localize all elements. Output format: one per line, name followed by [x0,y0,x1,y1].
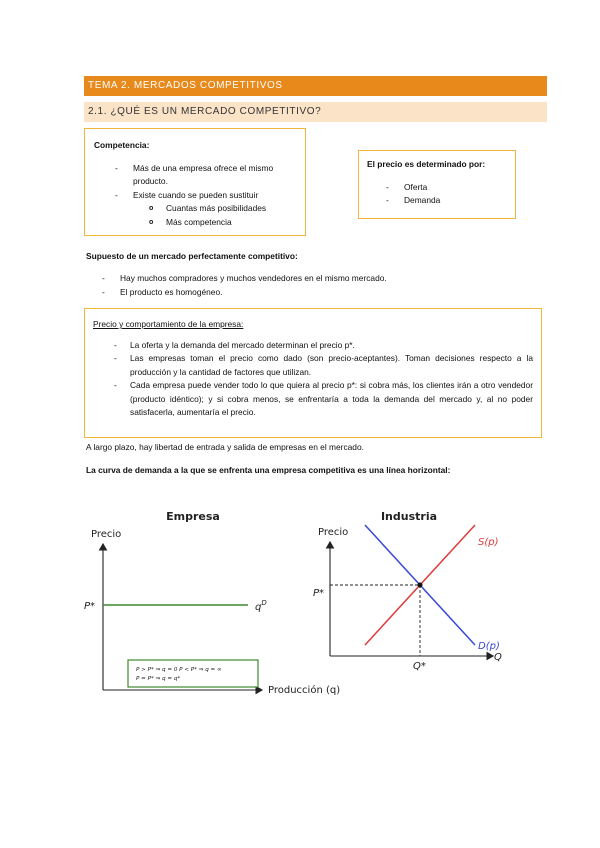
topic-header: TEMA 2. MERCADOS COMPETITIVOS [84,76,547,96]
industria-quantity-label: Q* [413,661,426,672]
list-item: - La oferta y la demanda del mercado determinan el precio p*. [114,339,533,353]
demand-label: D(p) [478,641,500,652]
list-item: o Más competencia [149,216,297,230]
list-item: - Las empresas toman el precio como dado (son precio-aceptantes). Toman decisiones respecto a la producción y la cantidad de factores que utilizan. [114,352,533,379]
industria-xlabel: Q [494,652,502,663]
empresa-title: Empresa [166,510,220,523]
precio-box [358,150,516,219]
empresa-annotation-box [128,660,258,687]
list-item: - Cada empresa puede vender todo lo que quiera al precio p*: si cobra más, los clientes irán a otro vendedor (producto idéntico); y si cobra menos, se enfrentaría a toda la demanda del mercado y, al no poder satisfacerla, aumentaría el precio. [114,379,533,420]
industria-ylabel: Precio [318,527,349,538]
industria-title: Industria [380,510,438,523]
competencia-title: Competencia: [94,140,150,150]
comportamiento-box [84,308,542,438]
list-item: - Más de una empresa ofrece el mismo producto. [115,162,297,189]
list-item: o Cuantas más posibilidades [149,202,297,216]
empresa-ylabel: Precio [91,529,122,540]
largo-plazo-text: A largo plazo, hay libertad de entrada y salida de empresas en el mercado. [86,442,364,452]
supuesto-title: Supuesto de un mercado perfectamente competitivo: [86,251,298,261]
industria-price-label: P* [313,588,325,599]
list-item: - Existe cuando se pueden sustituir [115,189,297,203]
supply-label: S(p) [478,537,499,548]
empresa-curve-label: $q^D$ [255,599,267,613]
curva-title: La curva de demanda a la que se enfrenta una empresa competitiva es una línea horizontal: [86,465,451,475]
demand-charts [0,500,600,720]
empresa-price-label: P* [84,601,96,612]
comportamiento-title: Precio y comportamiento de la empresa: [93,319,244,329]
section-header: 2.1. ¿QUÉ ES UN MERCADO COMPETITIVO? [84,102,547,122]
list-item: - Oferta [386,181,507,195]
empresa-annotation-2: P = P* ⇒ q = q* [136,676,181,682]
competencia-box [84,128,306,236]
supuesto-list [102,272,542,299]
empresa-xlabel: Producción (q) [268,685,341,696]
list-item: - El producto es homogéneo. [102,286,542,300]
empresa-annotation-1: P > P* ⇒ q = 0 P < P* ⇒ q = ∞ [136,667,222,673]
list-item: - Demanda [386,194,507,208]
list-item: - Hay muchos compradores y muchos vendedores en el mismo mercado. [102,272,542,286]
precio-title: El precio es determinado por: [367,159,486,169]
equilibrium-point [418,583,423,588]
